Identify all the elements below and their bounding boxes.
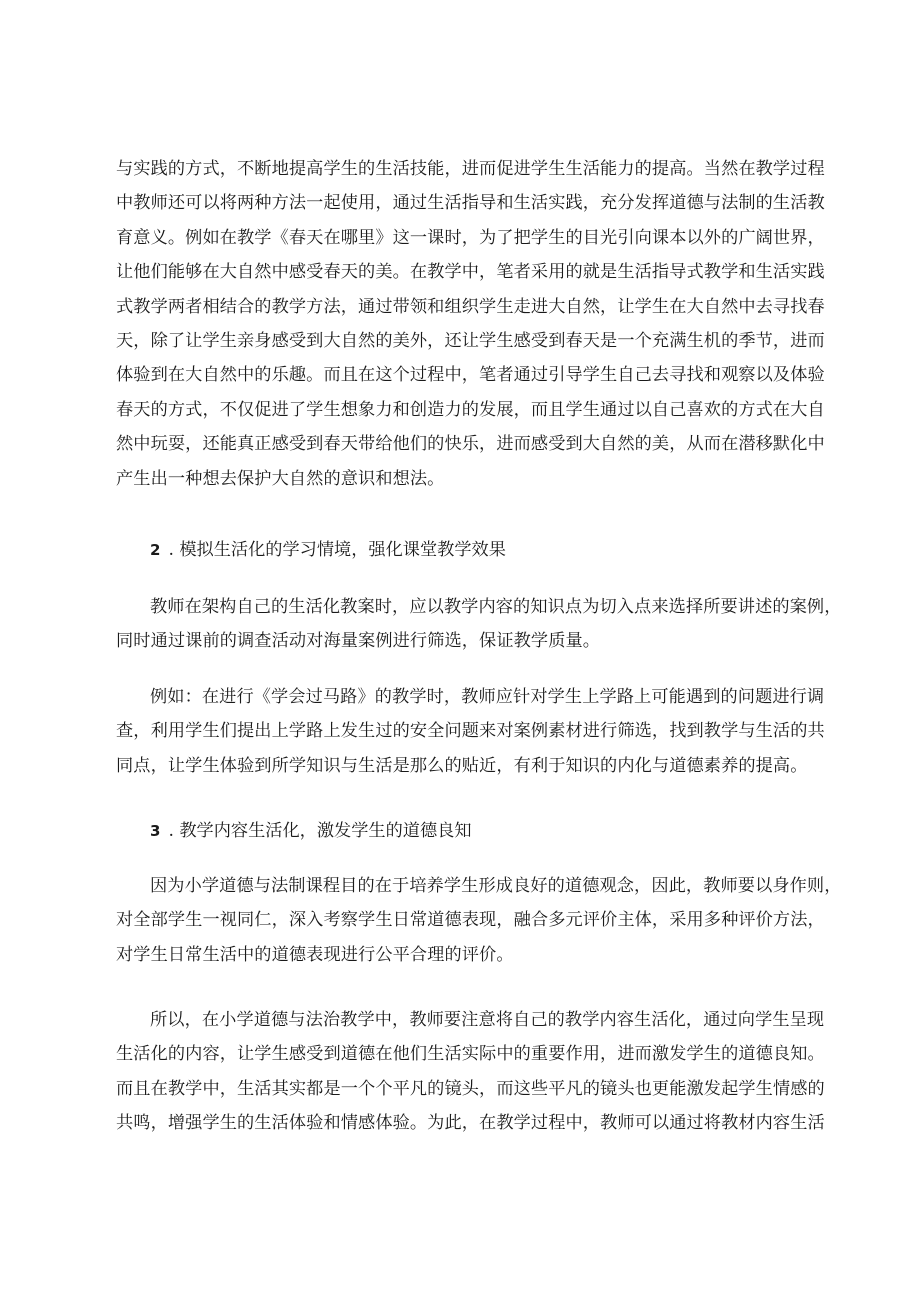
paragraph-5 xyxy=(116,1003,825,1141)
paragraph-line: 育意义。例如在教学《春天在哪里》这一课时，为了把学生的目光引向课本以外的广阔世界， xyxy=(116,227,825,248)
paragraph-line: 体验到在大自然中的乐趣。而且在这个过程中，笔者通过引导学生自己去寻找和观察以及体验 xyxy=(116,365,825,386)
section-title: . 教学内容生活化，激发学生的道德良知 xyxy=(168,821,472,841)
paragraph-line: 教师在架构自己的生活化教案时，应以教学内容的知识点为切入点来选择所要讲述的案例， xyxy=(150,597,842,617)
paragraph-line: 而且在教学中，生活其实都是一个个平凡的镜头，而这些平凡的镜头也更能激发起学生情感的 xyxy=(116,1078,825,1099)
paragraph-line: 让他们能够在大自然中感受春天的美。在教学中，笔者采用的就是生活指导式教学和生活实践 xyxy=(116,262,825,283)
paragraph-line: 所以，在小学道德与法治教学中，教师要注意将自己的教学内容生活化，通过向学生呈现 xyxy=(150,1010,825,1030)
section-heading-3 xyxy=(150,814,472,848)
paragraph-line: 对全部学生一视同仁，深入考察学生日常道德表现，融合多元评价主体，采用多种评价方法， xyxy=(116,910,825,931)
paragraph-3 xyxy=(116,680,825,783)
section-heading-2 xyxy=(150,533,506,567)
paragraph-line: 中教师还可以将两种方法一起使用，通过生活指导和生活实践，充分发挥道德与法制的生活教 xyxy=(116,193,825,214)
section-number: 2 xyxy=(150,541,161,559)
section-number: 3 xyxy=(150,822,161,840)
paragraph-line: 例如：在进行《学会过马路》的教学时，教师应针对学生上学路上可能遇到的问题进行调 xyxy=(150,687,825,707)
paragraph-line: 因为小学道德与法制课程目的在于培养学生形成良好的道德观念，因此，教师要以身作则， xyxy=(150,876,842,896)
paragraph-line: 查，利用学生们提出上学路上发生过的安全问题来对案例素材进行筛选，找到教学与生活的共 xyxy=(116,721,825,742)
paragraph-1 xyxy=(116,152,825,496)
paragraph-line: 然中玩耍，还能真正感受到春天带给他们的快乐，进而感受到大自然的美，从而在潜移默化中 xyxy=(116,434,825,455)
paragraph-line: 春天的方式，不仅促进了学生想象力和创造力的发展，而且学生通过以自己喜欢的方式在大自 xyxy=(116,399,825,420)
paragraph-line: 生活化的内容，让学生感受到道德在他们生活实际中的重要作用，进而激发学生的道德良知。 xyxy=(116,1044,825,1065)
paragraph-line: 天，除了让学生亲身感受到大自然的美外，还让学生感受到春天是一个充满生机的季节，进而 xyxy=(116,331,825,352)
paragraph-line: 同时通过课前的调查活动对海量案例进行筛选，保证教学质量。 xyxy=(116,631,601,652)
paragraph-line: 与实践的方式，不断地提高学生的生活技能，进而促进学生生活能力的提高。当然在教学过程 xyxy=(116,159,825,179)
paragraph-line: 产生出一种想去保护大自然的意识和想法。 xyxy=(116,468,445,489)
paragraph-line: 共鸣，增强学生的生活体验和情感体验。为此，在教学过程中，教师可以通过将教材内容生活 xyxy=(116,1113,825,1134)
section-title: . 模拟生活化的学习情境，强化课堂教学效果 xyxy=(168,540,506,560)
paragraph-line: 式教学两者相结合的教学方法，通过带领和组织学生走进大自然，让学生在大自然中去寻找春 xyxy=(116,296,825,317)
paragraph-line: 对学生日常生活中的道德表现进行公平合理的评价。 xyxy=(116,944,514,965)
paragraph-2 xyxy=(116,590,842,659)
paragraph-4 xyxy=(116,869,842,972)
paragraph-line: 同点，让学生体验到所学知识与生活是那么的贴近，有利于知识的内化与道德素养的提高。 xyxy=(116,755,808,776)
